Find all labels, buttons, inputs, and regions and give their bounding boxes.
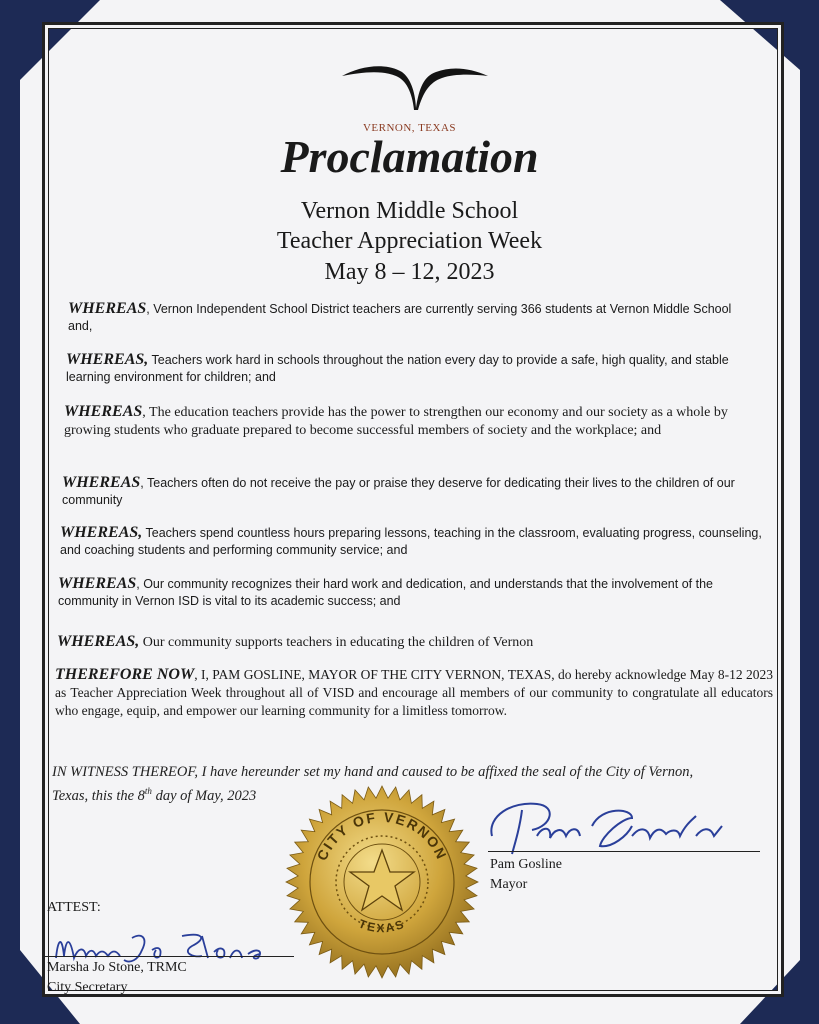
mayor-title: Mayor <box>490 877 528 892</box>
whereas-paragraph <box>57 633 769 652</box>
whereas-paragraph <box>66 351 756 386</box>
whereas-text: Our community supports teachers in educating the children of Vernon <box>139 635 534 650</box>
secretary-name: Marsha Jo Stone, TRMC <box>47 960 187 975</box>
whereas-text: Teachers spend countless hours preparing lessons, teaching in the classroom, evaluating progress, counseling, and coaching students and performing community service; and <box>60 526 762 557</box>
page-title: Proclamation <box>280 131 539 182</box>
whereas-text: , Our community recognizes their hard work and dedication, and understands that the involvement of the community in Vernon ISD is vital to its academic success; and <box>58 577 713 608</box>
bird-logo-icon <box>340 62 490 112</box>
whereas-paragraph <box>62 474 767 509</box>
mayor-name: Pam Gosline <box>490 857 562 872</box>
witness-line-1: IN WITNESS THEREOF, I have hereunder set my hand and caused to be affixed the seal of the City of Vernon, <box>52 764 694 780</box>
event-name: Teacher Appreciation Week <box>276 228 543 254</box>
mayor-signature <box>482 796 742 856</box>
whereas-text: , Vernon Independent School District teachers are currently serving 366 students at Vernon Middle School and, <box>68 302 732 333</box>
therefore-keyword: THEREFORE NOW <box>55 666 195 683</box>
therefore-paragraph <box>55 666 773 720</box>
witness-line-2: Texas, this the 8th day of May, 2023 <box>52 786 257 804</box>
whereas-keyword: WHEREAS, <box>60 524 143 541</box>
whereas-keyword: WHEREAS, <box>66 351 149 368</box>
school-name: Vernon Middle School <box>300 198 519 224</box>
whereas-paragraph <box>68 300 748 335</box>
whereas-keyword: WHEREAS <box>68 300 147 317</box>
whereas-keyword: WHEREAS, <box>57 633 140 650</box>
secretary-signature-line <box>44 956 294 957</box>
seal-bottom-text: TEXAS <box>356 916 408 936</box>
whereas-paragraph <box>60 524 770 559</box>
whereas-text: , Teachers often do not receive the pay or praise they deserve for dedicating their lives to the children of our community <box>62 476 735 507</box>
whereas-keyword: WHEREAS <box>64 403 143 420</box>
whereas-keyword: WHEREAS <box>58 575 137 592</box>
attest-label: ATTEST: <box>47 900 101 915</box>
whereas-paragraph <box>64 403 774 440</box>
therefore-text: , I, PAM GOSLINE, MAYOR OF THE CITY VERNON, TEXAS, do hereby acknowledge May 8-12 2023 as Teacher Appreciation Week throughout all of VISD and encourage all members of our community to congratulate all educators who engage, equip, and empower our learning community for a limitless tomorrow. <box>55 667 773 718</box>
mayor-signature-line <box>488 851 760 852</box>
secretary-title: City Secretary <box>47 980 128 995</box>
city-seal <box>284 784 480 980</box>
whereas-text: Teachers work hard in schools throughout the nation every day to provide a safe, high quality, and stable learning environment for children; and <box>66 353 729 384</box>
location-label: VERNON, TEXAS <box>362 122 457 134</box>
event-dates: May 8 – 12, 2023 <box>324 259 495 285</box>
seal-top-text: CITY OF VERNON <box>313 808 451 863</box>
whereas-paragraph <box>58 575 770 610</box>
whereas-keyword: WHEREAS <box>62 474 141 491</box>
whereas-text: , The education teachers provide has the power to strengthen our economy and our society as a whole by growing students who graduate prepared to become successful members of society and the workplace; and <box>64 405 728 438</box>
